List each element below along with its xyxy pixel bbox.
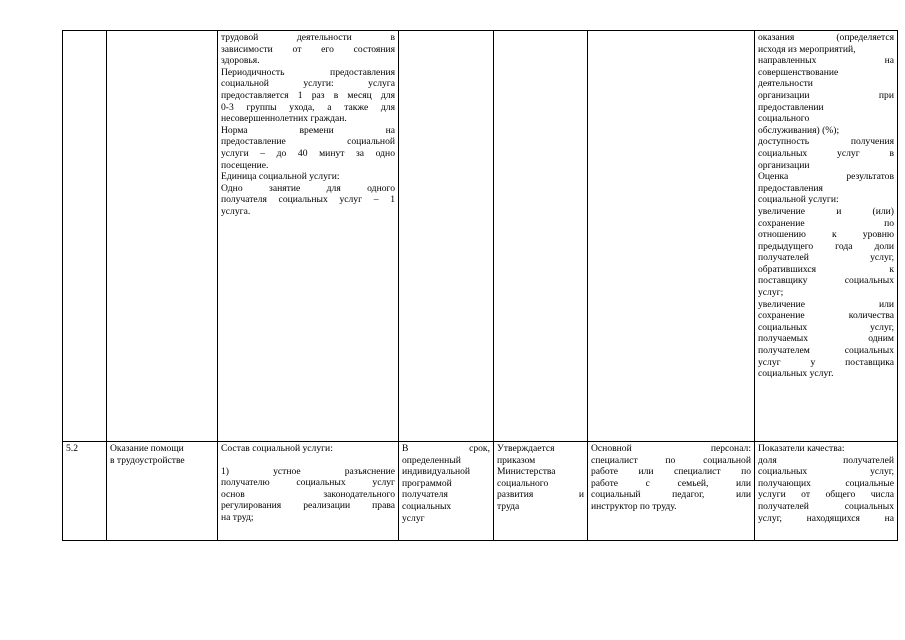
text-line: деятельности xyxy=(758,78,813,90)
table-row xyxy=(63,31,898,442)
text-line: программой xyxy=(402,477,452,489)
cell-number xyxy=(63,31,107,442)
text-line: сохранение количества xyxy=(758,310,894,322)
cell-number xyxy=(63,442,107,541)
text-line: труда xyxy=(497,500,520,512)
text-line: социальных услуг. xyxy=(758,368,834,380)
text-line: в трудоустройстве xyxy=(110,454,185,466)
table-row xyxy=(63,442,898,541)
text-line: социальных xyxy=(402,500,452,512)
text-line: доля получателей xyxy=(758,454,894,466)
text-line: основ законодательного xyxy=(221,488,395,500)
text-line: предоставлении xyxy=(758,101,824,113)
text-line: организации xyxy=(758,159,810,171)
text-line: получателей социальных xyxy=(758,500,894,512)
text-line: предоставляется 1 раз в месяц для xyxy=(221,89,395,101)
text-line: инструктор по труду. xyxy=(591,500,677,512)
text-line: Оказание помощи xyxy=(110,443,184,454)
text-line: социальных услуг, xyxy=(758,321,894,333)
text-line: социальной услуги: услуга xyxy=(221,78,395,90)
text-line: услуга. xyxy=(221,205,251,217)
text-line: работе или специалист по xyxy=(591,466,751,478)
cell-term xyxy=(399,442,494,541)
text-line: услуги – до 40 минут за одно xyxy=(221,147,395,159)
text-line: увеличение и (или) xyxy=(758,205,894,217)
text-line: получателя социальных услуг – 1 xyxy=(221,194,395,206)
text-line: услуг; xyxy=(758,287,784,299)
text-line: социального xyxy=(497,477,549,489)
text-line: доступность получения xyxy=(758,136,894,148)
text-line: зависимости от его состояния xyxy=(221,43,395,55)
text-line: Состав социальной услуги: xyxy=(221,443,333,454)
text-line: посещение. xyxy=(221,159,269,171)
text-line: 0-3 группы ухода, а также для xyxy=(221,101,395,113)
text-line: определенный xyxy=(402,454,461,466)
text-line: получателем социальных xyxy=(758,345,894,357)
text-line: работе с семьей, или xyxy=(591,477,751,489)
text-line: Основной персонал: xyxy=(591,443,751,454)
cell-quality xyxy=(755,442,898,541)
text-line: оказания (определяется xyxy=(758,32,894,43)
text-line: получателю социальных услуг xyxy=(221,477,395,489)
text-line: на труд; xyxy=(221,511,254,523)
text-line: регулирования реализации права xyxy=(221,500,395,512)
text-line: индивидуальной xyxy=(402,466,471,478)
text-line: Единица социальной услуги: xyxy=(221,171,340,183)
text-line: увеличение или xyxy=(758,298,894,310)
text-line: поставщику социальных xyxy=(758,275,894,287)
text-line: обслуживания) (%); xyxy=(758,124,840,136)
text-line: Одно занятие для одного xyxy=(221,182,395,194)
text-line: социального xyxy=(758,113,810,125)
text-line: услуг xyxy=(402,512,425,524)
text-line: отношению к уровню xyxy=(758,229,894,241)
text-line: Министерства xyxy=(497,466,556,478)
text-line: приказом xyxy=(497,454,536,466)
cell-tariff xyxy=(494,31,588,442)
text-line: получаемых одним xyxy=(758,333,894,345)
cell-quality xyxy=(755,31,898,442)
text-line: обратившихся к xyxy=(758,263,894,275)
text-line: социальных услуг, xyxy=(758,466,894,478)
cell-staff xyxy=(588,442,755,541)
cell-description xyxy=(218,31,399,442)
text-line: сохранение по xyxy=(758,217,894,229)
text-line: получателя xyxy=(402,489,448,501)
text-line: социальный педагог, или xyxy=(591,489,751,501)
text-line: совершенствование xyxy=(758,66,839,78)
services-table xyxy=(62,30,898,541)
text-line: Показатели качества: xyxy=(758,443,845,454)
text-line: Норма времени на xyxy=(221,124,395,136)
cell-staff xyxy=(588,31,755,442)
text-line: Периодичность предоставления xyxy=(221,66,395,78)
cell-service-name xyxy=(107,442,218,541)
cell-description xyxy=(218,442,399,541)
text-line: услуг у поставщика xyxy=(758,356,894,368)
text-line: получающих социальные xyxy=(758,477,894,489)
text-line: здоровья. xyxy=(221,55,260,67)
text-line: услуги от общего числа xyxy=(758,489,894,501)
text-line: развития и xyxy=(497,489,584,501)
text-line: предоставления xyxy=(758,182,823,194)
cell-tariff xyxy=(494,442,588,541)
text-line: трудовой деятельности в xyxy=(221,32,395,43)
text-line: предоставление социальной xyxy=(221,136,395,148)
text-line: несовершеннолетних граждан. xyxy=(221,113,347,125)
text-line: получателей услуг, xyxy=(758,252,894,264)
text-line: 1) устное разъяснение xyxy=(221,465,395,477)
text-line: социальных услуг в xyxy=(758,147,894,159)
row-number: 5.2 xyxy=(66,443,78,454)
text-line: услуг, находящихся на xyxy=(758,512,894,524)
text-line: социальной услуги: xyxy=(758,194,839,206)
text-line: направленных на xyxy=(758,55,894,67)
text-line: исходя из мероприятий, xyxy=(758,43,856,55)
text-line: Утверждается xyxy=(497,443,555,454)
text-line: специалист по социальной xyxy=(591,454,751,466)
blank-line xyxy=(221,455,395,466)
text-line: Оценка результатов xyxy=(758,171,894,183)
text-line: организации при xyxy=(758,89,894,101)
cell-term xyxy=(399,31,494,442)
text-line: В срок, xyxy=(402,443,490,454)
text-line: предыдущего года доли xyxy=(758,240,894,252)
cell-service-name xyxy=(107,31,218,442)
